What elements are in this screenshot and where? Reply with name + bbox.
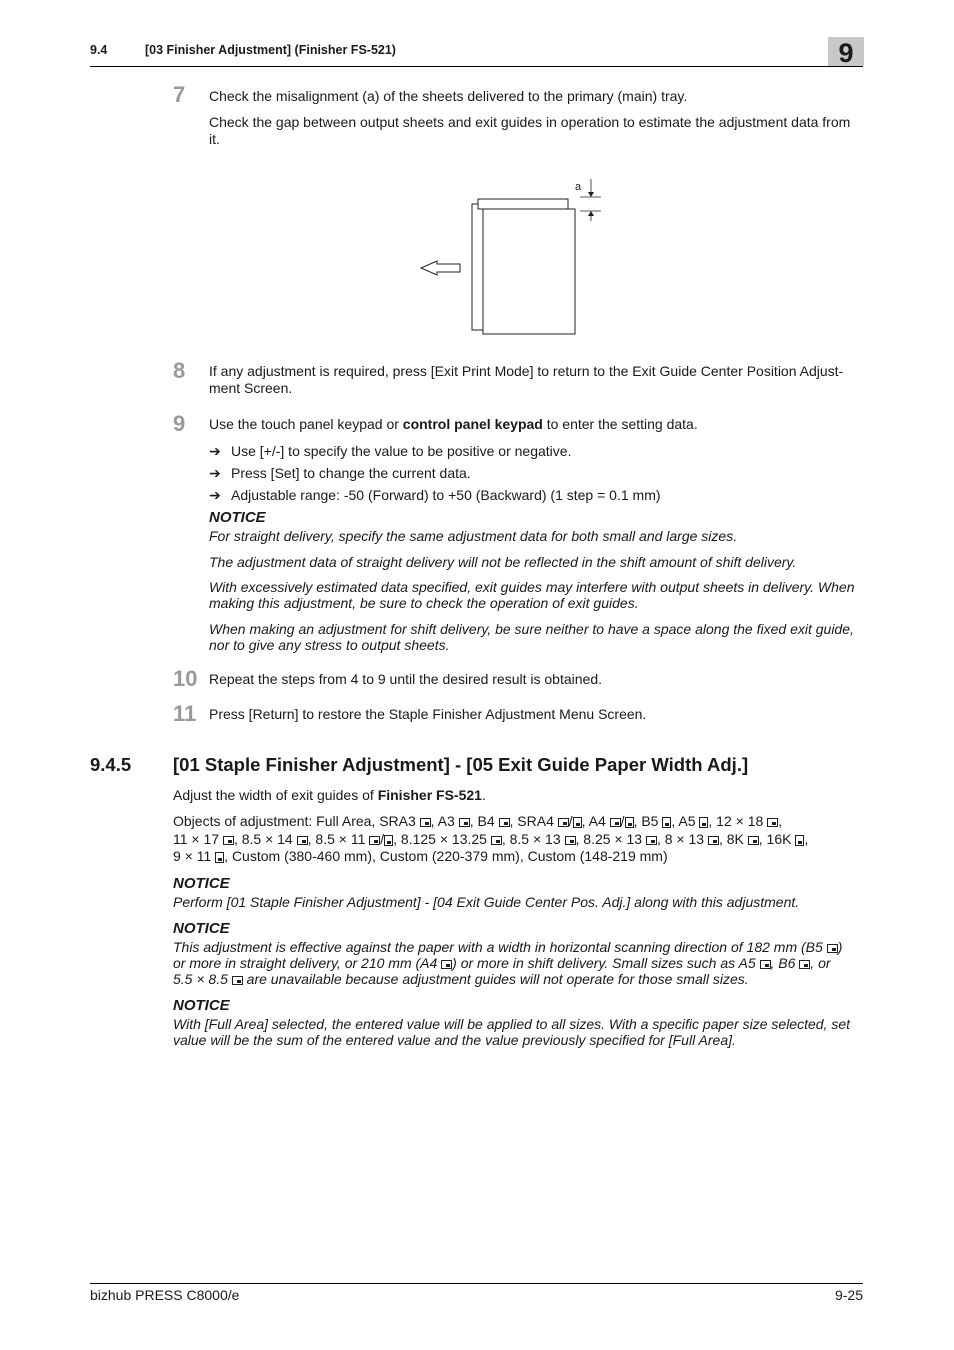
notice-text: When making an adjustment for shift delivery, be sure neither to have a space along the fixed exit guide, bbox=[209, 621, 854, 637]
portrait-paper-icon bbox=[573, 817, 582, 828]
page-number: 9-25 bbox=[834, 1287, 863, 1303]
step-number: 7 bbox=[173, 82, 186, 107]
portrait-paper-icon bbox=[699, 817, 708, 828]
landscape-paper-icon bbox=[646, 836, 657, 845]
notice-text: making this adjustment, be sure to check the operation of exit guides. bbox=[209, 595, 639, 611]
landscape-paper-icon bbox=[760, 960, 771, 969]
arrow-item: ➔ Adjustable range: -50 (Forward) to +50 (Backward) (1 step = 0.1 mm) bbox=[209, 487, 661, 503]
notice-text: Perform [01 Staple Finisher Adjustment] - [04 Exit Guide Center Pos. Adj.] along with this adjustment. bbox=[173, 894, 800, 910]
step-number: 10 bbox=[173, 666, 198, 691]
step-text: If any adjustment is required, press [Exit Print Mode] to return to the Exit Guide Center Position Adjust-ment Screen. bbox=[209, 363, 844, 396]
notice-text: The adjustment data of straight delivery will not be reflected in the shift amount of shift delivery. bbox=[209, 554, 797, 570]
step-number: 8 bbox=[173, 358, 186, 383]
step-text-2: Check the gap between output sheets and exit guides in operation to estimate the adjustment data from it. bbox=[209, 114, 851, 147]
landscape-paper-icon bbox=[565, 836, 576, 845]
section-title: [01 Staple Finisher Adjustment] - [05 Exit Guide Paper Width Adj.] bbox=[173, 754, 749, 775]
misalignment-figure bbox=[415, 175, 610, 340]
arrow-icon: ➔ bbox=[209, 465, 221, 481]
portrait-paper-icon bbox=[795, 835, 804, 846]
arrow-item: ➔ Use [+/-] to specify the value to be positive or negative. bbox=[209, 443, 572, 459]
step-text: Press [Return] to restore the Staple Finisher Adjustment Menu Screen. bbox=[209, 706, 647, 722]
step-number: 11 bbox=[173, 701, 197, 726]
header-section-title: [03 Finisher Adjustment] (Finisher FS-521) bbox=[145, 43, 396, 57]
notice-text: With [Full Area] selected, the entered value will be applied to all sizes. With a specific paper size selected, set bbox=[173, 1016, 851, 1032]
step-number: 9 bbox=[173, 411, 186, 436]
notice-heading: NOTICE bbox=[173, 997, 230, 1014]
landscape-paper-icon bbox=[420, 818, 431, 827]
section-number: 9.4.5 bbox=[90, 754, 132, 775]
objects-of-adjustment: Objects of adjustment: Full Area, SRA3 , A3 , B4 , SRA4 / , A4 / , B5 , A5 , 12 × 18 , 11 × 17 , 8.5 × 14 , 8.5 × 11 / , 8.125 × 13.25 , 8.5 × 13 , 8.25 × 13 , 8 × 13 , 8K , 16K , 9 × 11 , Custom (380-460 mm), Custom (220-379 mm), Custom (148-219 mm) bbox=[173, 813, 809, 864]
step-text: Repeat the steps from 4 to 9 until the desired result is obtained. bbox=[209, 671, 603, 687]
portrait-paper-icon bbox=[384, 835, 393, 846]
step-text: Check the misalignment (a) of the sheets delivered to the primary (main) tray. bbox=[209, 88, 688, 104]
landscape-paper-icon bbox=[441, 960, 452, 969]
arrow-icon: ➔ bbox=[209, 487, 221, 503]
portrait-paper-icon bbox=[625, 817, 634, 828]
gap-label-a: a bbox=[575, 181, 582, 193]
notice-heading: NOTICE bbox=[173, 875, 230, 892]
landscape-paper-icon bbox=[708, 836, 719, 845]
arrow-item: ➔ Press [Set] to change the current data. bbox=[209, 465, 471, 481]
section-intro: Adjust the width of exit guides of Finisher FS-521. bbox=[173, 787, 486, 803]
landscape-paper-icon bbox=[297, 836, 308, 845]
landscape-paper-icon bbox=[369, 836, 380, 845]
notice-text: or more in straight delivery, or 210 mm (A4 ) or more in shift delivery. Small sizes such as A5 , B6 , or bbox=[173, 955, 831, 971]
page-header bbox=[90, 40, 863, 67]
product-name: bizhub PRESS C8000/e bbox=[90, 1287, 240, 1303]
notice-text: nor to give any stress to output sheets. bbox=[209, 637, 450, 653]
notice-text: With excessively estimated data specified, exit guides may interfere with output sheets in delivery. When bbox=[209, 579, 855, 595]
landscape-paper-icon bbox=[827, 944, 838, 953]
landscape-paper-icon bbox=[223, 836, 234, 845]
page-footer bbox=[90, 1283, 863, 1303]
landscape-paper-icon bbox=[558, 818, 569, 827]
landscape-paper-icon bbox=[459, 818, 470, 827]
landscape-paper-icon bbox=[767, 818, 778, 827]
notice-text: This adjustment is effective against the paper with a width in horizontal scanning direction of 182 mm (B5 ) bbox=[173, 939, 843, 955]
notice-heading: NOTICE bbox=[173, 920, 230, 937]
landscape-paper-icon bbox=[491, 836, 502, 845]
arrow-icon: ➔ bbox=[209, 443, 221, 459]
notice-text: For straight delivery, specify the same adjustment data for both small and large sizes. bbox=[209, 528, 738, 544]
landscape-paper-icon bbox=[232, 976, 243, 985]
landscape-paper-icon bbox=[748, 836, 759, 845]
notice-heading: NOTICE bbox=[209, 509, 266, 526]
step-text: Use the touch panel keypad or control panel keypad to enter the setting data. bbox=[209, 416, 698, 432]
notice-text: 5.5 × 8.5 are unavailable because adjustment guides will not operate for those small sizes. bbox=[173, 971, 749, 987]
landscape-paper-icon bbox=[610, 818, 621, 827]
portrait-paper-icon bbox=[662, 817, 671, 828]
header-section-number: 9.4 bbox=[90, 43, 108, 57]
landscape-paper-icon bbox=[499, 818, 510, 827]
landscape-paper-icon bbox=[799, 960, 810, 969]
left-arrow-icon bbox=[421, 261, 460, 275]
notice-text: value will be the sum of the entered value and the value previously specified for [Full Area]. bbox=[173, 1032, 736, 1048]
portrait-paper-icon bbox=[215, 852, 224, 863]
chapter-number-badge: 9 bbox=[828, 37, 864, 66]
